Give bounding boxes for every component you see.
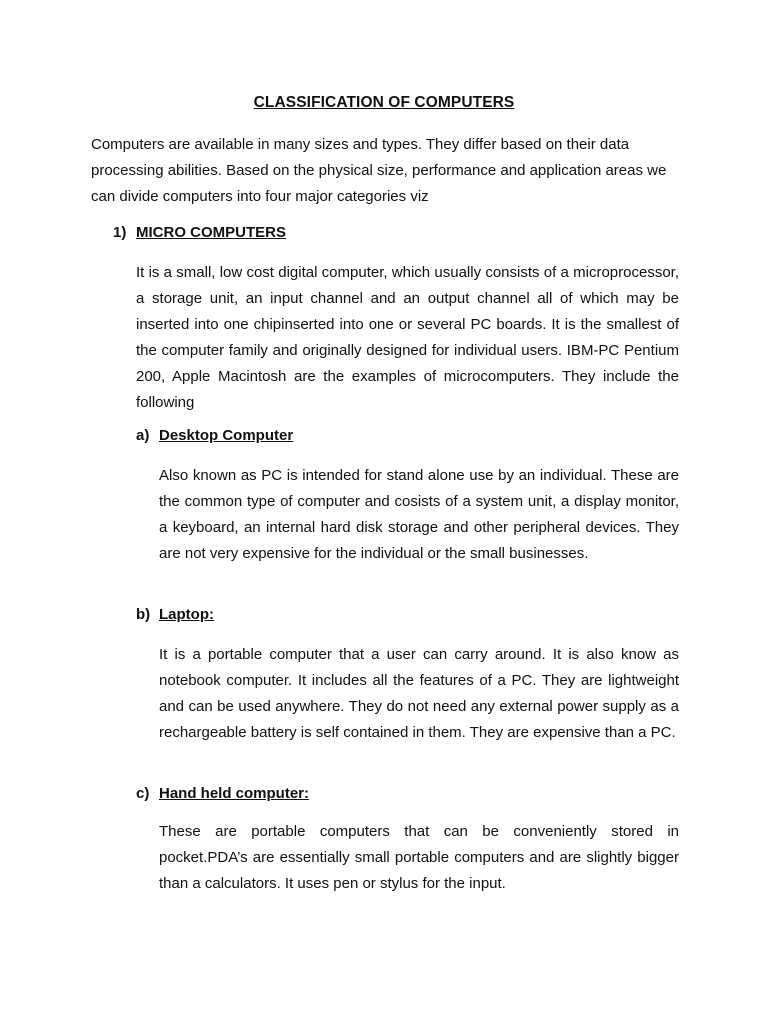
- subsection-heading-label: Desktop Computer: [159, 427, 294, 444]
- page-title: CLASSIFICATION OF COMPUTERS: [253, 94, 515, 111]
- section-heading-label: MICRO COMPUTERS: [136, 224, 286, 241]
- subsection-heading-label: Laptop:: [159, 606, 214, 623]
- micro-computers-paragraph: It is a small, low cost digital computer, which usually consists of a microprocessor, a storage unit, an input channel and an output channel all of which may be inserted into one chipinserted into one or several PC boards. It is the smallest of the computer family and originally designed for individual users. IBM-PC Pentium 200, Apple Macintosh are the examples of microcomputers. They include the following: [136, 264, 679, 411]
- subsection-number: a): [136, 427, 150, 444]
- desktop-computer-paragraph: Also known as PC is intended for stand alone use by an individual. These are the common type of computer and cosists of a system unit, a display monitor, a keyboard, an internal hard disk storage and other peripheral devices. They are not very expensive for the individual or the small businesses.: [159, 467, 679, 562]
- laptop-paragraph: It is a portable computer that a user can carry around. It is also know as notebook computer. It includes all the features of a PC. They are lightweight and can be used anywhere. They do not need any external power supply as a rechargeable battery is self contained in them. They are expensive than a PC.: [159, 646, 679, 741]
- subsection-heading-laptop: [136, 606, 214, 623]
- subsection-heading-label: Hand held computer:: [159, 785, 310, 802]
- subsection-heading-hand-held: [136, 785, 309, 802]
- section-number: 1): [113, 224, 127, 241]
- section-heading-micro-computers: [113, 224, 286, 241]
- intro-paragraph: Computers are available in many sizes and types. They differ based on their data processing abilities. Based on the physical size, performance and application areas we can divide computers into four major categories viz: [91, 136, 667, 205]
- hand-held-computer-paragraph: These are portable computers that can be conveniently stored in pocket.PDA’s are essentially small portable computers and are slightly bigger than a calculators. It uses pen or stylus for the input.: [159, 823, 679, 892]
- subsection-number: c): [136, 785, 150, 802]
- subsection-number: b): [136, 606, 151, 623]
- subsection-heading-desktop: [136, 427, 293, 444]
